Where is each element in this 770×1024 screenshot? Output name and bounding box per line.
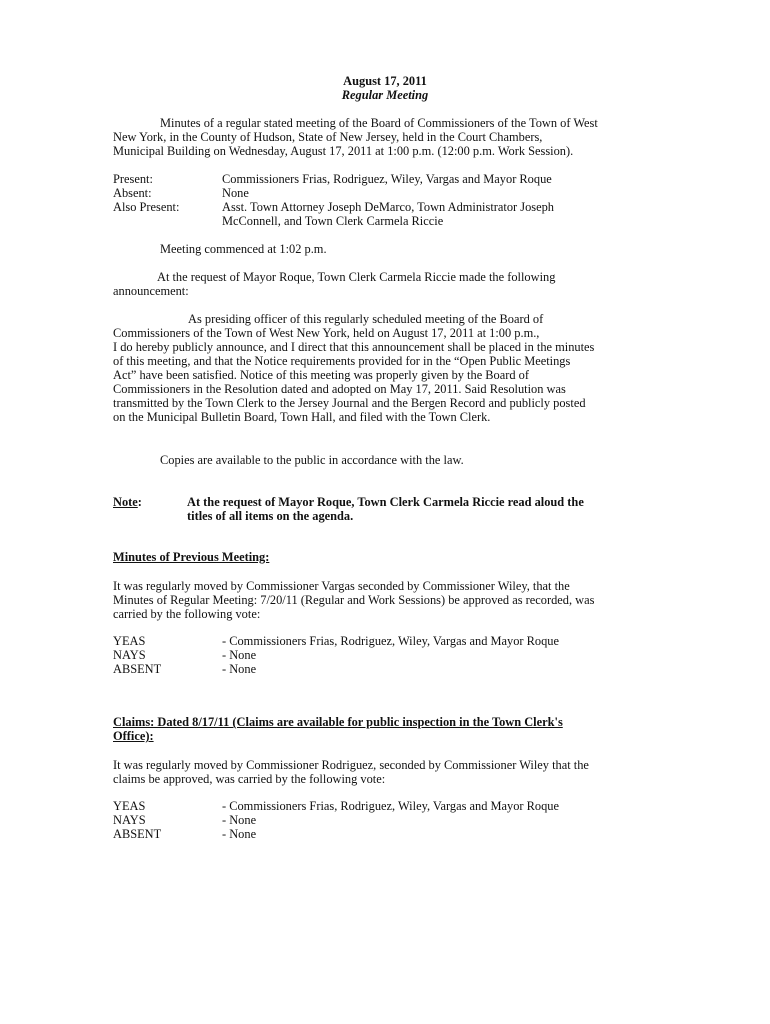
note-colon: : [137,495,142,509]
announcement-line: Commissioners in the Resolution dated and adopted on May 17, 2011. Said Resolution was [113,382,566,396]
announcement-line: I do hereby publicly announce, and I direct that this announcement shall be placed in the minutes [113,340,595,354]
absent-value: None [222,186,249,200]
copies-statement: Copies are available to the public in accordance with the law. [160,453,464,467]
note-line: At the request of Mayor Roque, Town Clerk Carmela Riccie read aloud the [187,495,584,509]
claims-heading: Claims: Dated 8/17/11 (Claims are available for public inspection in the Town Clerk's [113,715,563,729]
claims-line: It was regularly moved by Commissioner Rodriguez, seconded by Commissioner Wiley that the [113,758,589,772]
announcement-intro-line: announcement: [113,284,189,298]
minutes-heading: Minutes of Previous Meeting: [113,550,270,564]
claims-line: claims be approved, was carried by the following vote: [113,772,386,786]
intro-line: Minutes of a regular stated meeting of the Board of Commissioners of the Town of West [160,116,598,130]
note-label: Note [113,495,138,509]
announcement-line: transmitted by the Town Clerk to the Jersey Journal and the Bergen Record and publicly posted [113,396,586,410]
claims-heading: Office): [113,729,154,743]
vote-label-yeas: YEAS [113,634,146,648]
minutes-line: carried by the following vote: [113,607,261,621]
note-label-wrap [113,495,142,509]
announcement-line: As presiding officer of this regularly scheduled meeting of the Board of [188,312,544,326]
vote-label-yeas: YEAS [113,799,146,813]
vote-value-nays: - None [222,813,257,827]
vote-value-yeas: - Commissioners Frias, Rodriguez, Wiley, Vargas and Mayor Roque [222,634,559,648]
announcement-line: Act” have been satisfied. Notice of this meeting was properly given by the Board of [113,368,529,382]
vote-label-absent: ABSENT [113,662,162,676]
vote-value-absent: - None [222,662,257,676]
vote-label-nays: NAYS [113,813,146,827]
note-line: titles of all items on the agenda. [187,509,354,523]
also-present-value: Asst. Town Attorney Joseph DeMarco, Town Administrator Joseph [222,200,554,214]
vote-label-nays: NAYS [113,648,146,662]
intro-line: Municipal Building on Wednesday, August 17, 2011 at 1:00 p.m. (12:00 p.m. Work Session). [113,144,574,158]
vote-value-yeas: - Commissioners Frias, Rodriguez, Wiley, Vargas and Mayor Roque [222,799,559,813]
vote-label-absent: ABSENT [113,827,162,841]
also-present-label: Also Present: [113,200,180,214]
also-present-value: McConnell, and Town Clerk Carmela Riccie [222,214,444,228]
announcement-line: on the Municipal Bulletin Board, Town Hall, and filed with the Town Clerk. [113,410,491,424]
announcement-intro-line: At the request of Mayor Roque, Town Clerk Carmela Riccie made the following [157,270,556,284]
absent-label: Absent: [113,186,152,200]
announcement-line: Commissioners of the Town of West New York, held on August 17, 2011 at 1:00 p.m., [113,326,540,340]
present-value: Commissioners Frias, Rodriguez, Wiley, Vargas and Mayor Roque [222,172,552,186]
meeting-commenced: Meeting commenced at 1:02 p.m. [160,242,327,256]
intro-line: New York, in the County of Hudson, State of New Jersey, held in the Court Chambers, [113,130,543,144]
minutes-line: Minutes of Regular Meeting: 7/20/11 (Regular and Work Sessions) be approved as recorded, was [113,593,595,607]
vote-value-nays: - None [222,648,257,662]
minutes-line: It was regularly moved by Commissioner Vargas seconded by Commissioner Wiley, that the [113,579,570,593]
announcement-line: of this meeting, and that the Notice requirements provided for in the “Open Public Meetings [113,354,571,368]
present-label: Present: [113,172,153,186]
vote-value-absent: - None [222,827,257,841]
meeting-date: August 17, 2011 [343,74,427,88]
meeting-type: Regular Meeting [341,88,429,102]
